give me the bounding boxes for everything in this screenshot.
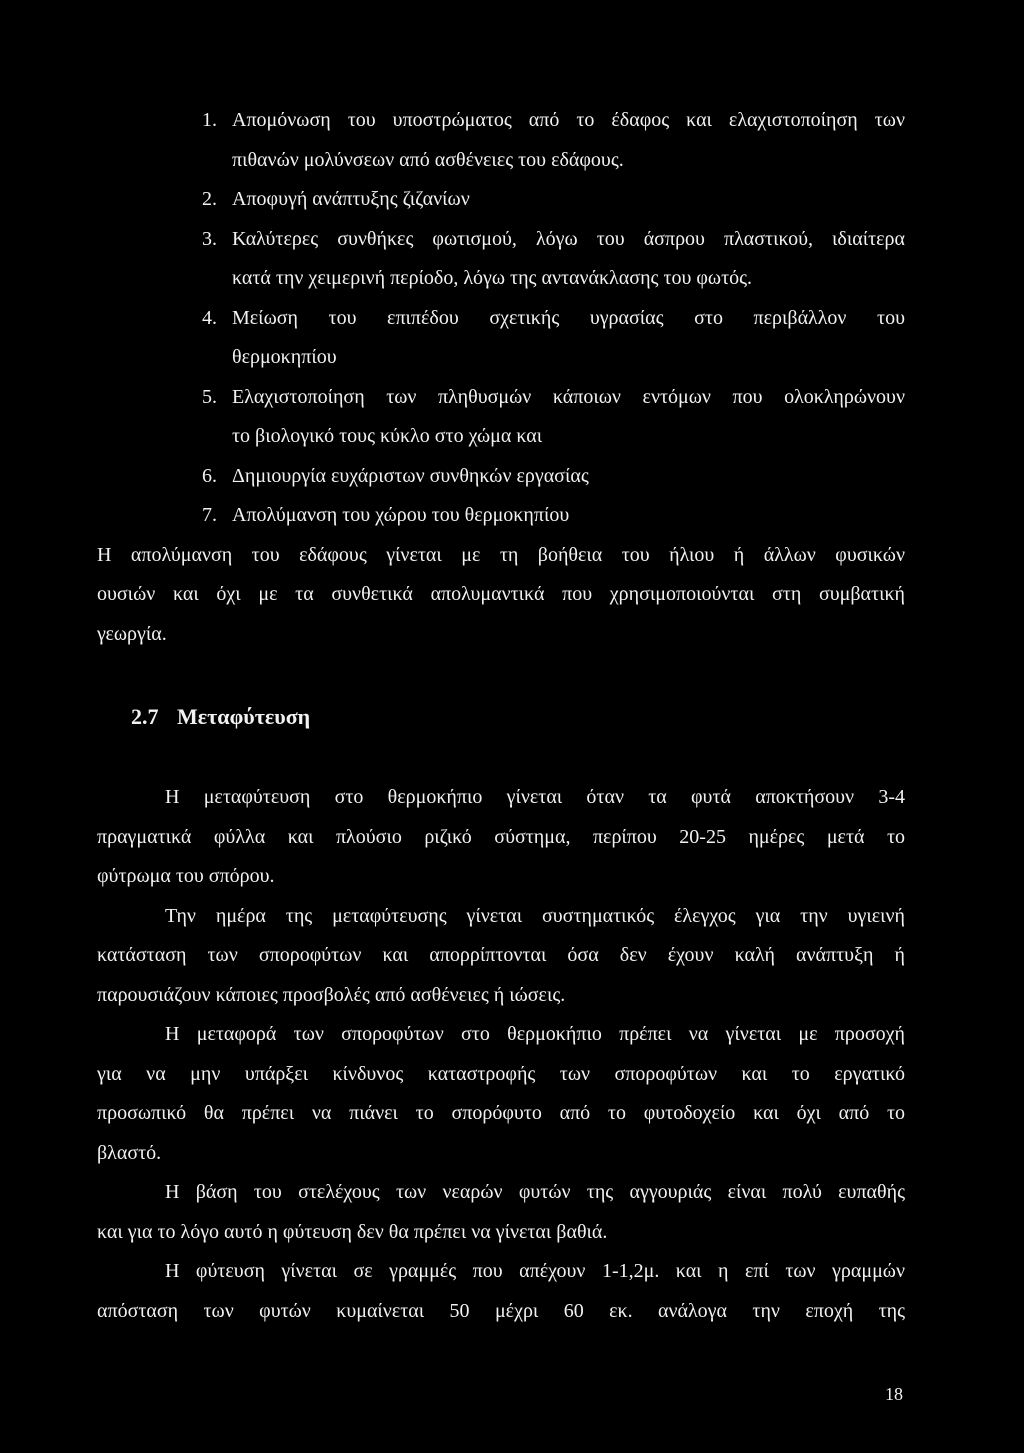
paragraph-2-line [97,936,905,976]
list-item-text: Αποφυγή ανάπτυξης ζιζανίων [232,188,470,210]
paragraph-text: και για το λόγο αυτό η φύτευση δεν θα πρέπει να γίνεται βαθιά. [97,1220,608,1243]
paragraph-2-line [97,897,905,937]
list-item-2 [97,180,905,220]
list-item-5 [97,378,905,418]
list-item-text: Δημιουργία ευχάριστων συνθηκών εργασίας [232,464,589,487]
list-item-text: Μείωση του επιπέδου σχετικής υγρασίας στο περιβάλλον του [232,306,905,329]
paragraph-5-line [97,1252,905,1292]
list-item-text: θερμοκηπίου [232,346,337,368]
list-number: 1. [202,109,217,131]
list-item-6 [97,457,905,497]
page-number: 18 [885,1384,903,1404]
list-item-7 [97,496,905,536]
list-item-4 [97,299,905,339]
paragraph-4-line [97,1173,905,1213]
list-number: 2. [202,188,217,210]
paragraph-text: Η βάση του στελέχους των νεαρών φυτών της αγγουριάς είναι πολύ ευπαθής [165,1181,905,1203]
paragraph-text: προσωπικό θα πρέπει να πιάνει το σπορόφυτο από το φυτοδοχείο και όχι από το [97,1102,905,1124]
list-item-3-continuation [97,259,905,299]
paragraph-4-line [97,1213,905,1253]
paragraph-text: ουσιών και όχι με τα συνθετικά απολυμαντικά που χρησιμοποιούνται στη συμβατική [97,583,905,605]
list-item-text: το βιολογικό τους κύκλο στο χώμα και [232,425,543,447]
paragraph-text: Η φύτευση γίνεται σε γραμμές που απέχουν 1-1,2μ. και η επί των γραμμών [165,1260,905,1282]
section-title: Μεταφύτευση [177,704,311,729]
disinfection-paragraph-line [97,575,905,615]
section-heading [131,703,310,731]
disinfection-paragraph-line [97,615,905,655]
list-item-text: πιθανών μολύνσεων από ασθένειες του εδάφους. [232,148,624,171]
list-item-3 [97,220,905,260]
list-item-1-continuation [97,141,905,181]
section-number: 2.7 [131,704,159,729]
list-item-4-continuation [97,338,905,378]
paragraph-text: Την ημέρα της μεταφύτευσης γίνεται συστηματικός έλεγχος για την υγιεινή [165,904,905,927]
transplanting-text-block [97,778,905,1331]
paragraph-text: κατάσταση των σποροφύτων και απορρίπτονται όσα δεν έχουν καλή ανάπτυξη ή [97,944,905,966]
paragraph-text: Η μεταφορά των σποροφύτων στο θερμοκήπιο πρέπει να γίνεται με προσοχή [165,1023,905,1045]
list-item-text: Καλύτερες συνθήκες φωτισμού, λόγω του άσπρου πλαστικού, ιδιαίτερα [232,227,905,250]
paragraph-text: γεωργία. [97,622,167,645]
list-number: 7. [202,504,217,526]
list-item-text: κατά την χειμερινή περίοδο, λόγω της αντανάκλασης του φωτός. [232,267,753,289]
paragraph-5-line [97,1292,905,1332]
list-item-1 [97,101,905,141]
paragraph-text: φύτρωμα του σπόρου. [97,865,275,887]
paragraph-text: βλαστό. [97,1141,162,1164]
paragraph-1-line [97,818,905,858]
paragraph-text: για να μην υπάρξει κίνδυνος καταστροφής των σποροφύτων και το εργατικό [97,1062,905,1085]
list-item-text: Απολύμανση του χώρου του θερμοκηπίου [232,504,570,526]
paragraph-3-line [97,1094,905,1134]
paragraph-text: Η απολύμανση του εδάφους γίνεται με τη βοήθεια του ήλιου ή άλλων φυσικών [97,543,905,566]
list-number: 6. [202,464,217,487]
paragraph-text: Η μεταφύτευση στο θερμοκήπιο γίνεται όταν τα φυτά αποκτήσουν 3-4 [165,786,905,808]
disinfection-paragraph-line [97,536,905,576]
list-number: 3. [202,227,217,250]
paragraph-3-line [97,1015,905,1055]
list-item-5-continuation [97,417,905,457]
paragraph-1-line [97,778,905,818]
paragraph-3-line [97,1055,905,1095]
paragraph-3-line [97,1134,905,1174]
list-number: 5. [202,385,217,408]
paragraph-text: απόσταση των φυτών κυμαίνεται 50 μέχρι 60 εκ. ανάλογα την εποχή της [97,1299,905,1322]
list-number: 4. [202,306,217,329]
paragraph-2-line [97,976,905,1016]
list-item-text: Απομόνωση του υποστρώματος από το έδαφος και ελαχιστοποίηση των [232,109,905,131]
paragraph-text: παρουσιάζουν κάποιες προσβολές από ασθένειες ή ιώσεις. [97,983,566,1006]
advantages-list-block [97,101,905,654]
paragraph-1-line [97,857,905,897]
list-item-text: Ελαχιστοποίηση των πληθυσμών κάποιων εντόμων που ολοκληρώνουν [232,385,905,408]
paragraph-text: πραγματικά φύλλα και πλούσιο ριζικό σύστημα, περίπου 20-25 ημέρες μετά το [97,825,905,848]
